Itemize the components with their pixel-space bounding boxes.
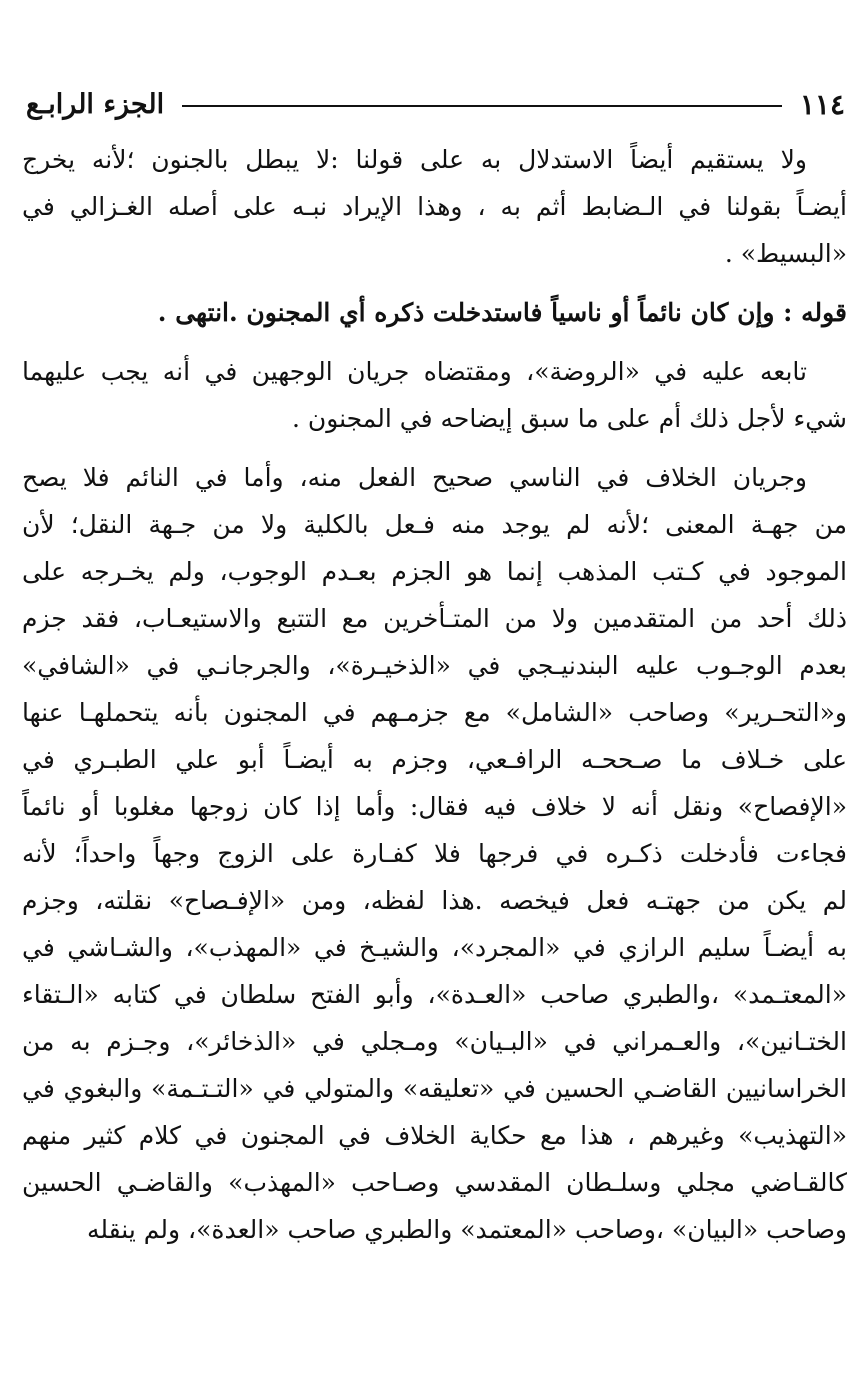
body-paragraph (22, 348, 847, 442)
paragraph-gap (22, 277, 847, 289)
text-line: الخراسانيين القاضـي الحسين في «تعليقه» والمتولي في «التـتـمة» والبغوي في (22, 1074, 847, 1103)
text-line: «التهذيب» وغيرهم ، هذا مع حكاية الخلاف في المجنون في كلام كثير منهم (22, 1121, 847, 1150)
body-paragraph (22, 454, 847, 1253)
text-line: ولا يستقيم أيضاً الاستدلال به على قولنا :لا يبطل بالجنون ؛لأنه يخرج (22, 145, 807, 174)
text-line: الختـانين»، والعـمراني في «البـيان» ومـجلي في «الذخائر»، وجـزم به من (22, 1027, 847, 1056)
text-line: الموجود في كـتب المذهب إنما هو الجزم بعـدم الوجوب، ولم يخـرجه على (22, 557, 847, 586)
text-line: وصاحب «البيان» ،وصاحب «المعتمد» والطبري صاحب «العدة»، ولم ينقله (86, 1215, 847, 1244)
text-line: و«التحـرير» وصاحب «الشامل» مع جزمـهم في المجنون بأنه يتحملهـا عنها (22, 698, 847, 727)
page-header (26, 84, 845, 124)
header-rule (182, 105, 782, 107)
text-line: «البسيط» . (724, 239, 847, 268)
text-line: وجريان الخلاف في الناسي صحيح الفعل منه، وأما في النائم فلا يصح (22, 463, 807, 492)
page-body (22, 136, 847, 1253)
text-line: تابعه عليه في «الروضة»، ومقتضاه جريان الوجهين في أنه يجب عليهما (22, 357, 807, 386)
text-line: فجاءت فأدخلت ذكـره في فرجها فلا كفـارة على الزوج وجهاً واحداً؛ لأنه (22, 839, 847, 868)
page-number: ١١٤ (799, 87, 845, 121)
text-line: شيء لأجل ذلك أم على ما سبق إيضاحه في المجنون . (291, 404, 847, 433)
text-line: «المعتـمد» ،والطبري صاحب «العـدة»، وأبو الفتح سلطان في كتابه «الـتقاء (22, 980, 847, 1009)
text-line: كالقـاضي مجلي وسلـطان المقدسي وصـاحب «المهذب» والقاضـي الحسين (22, 1168, 847, 1197)
running-title: الجزء الرابـع (26, 88, 165, 120)
text-line: لم يكن من جهتـه فعل فيخصه .هذا لفظه، ومن «الإفـصاح» نقلته، وجزم (22, 886, 847, 915)
text-line: ذلك أحد من المتقدمين ولا من المتـأخرين مع التتبع والاستيعـاب، فقد جزم (22, 604, 847, 633)
text-line: قوله : وإن كان نائماً أو ناسياً فاستدخلت ذكره أي المجنون .انتهى . (157, 298, 847, 327)
paragraph-gap (22, 442, 847, 454)
paragraph-gap (22, 336, 847, 348)
text-line: أيضـاً بقولنا في الـضابط أثم به ، وهذا الإيراد نبـه على أصله الغـزالي في (22, 192, 847, 221)
text-line: به أيضـاً سليم الرازي في «المجرد»، والشيـخ في «المهذب»، والشـاشي في (22, 933, 847, 962)
text-line: بعدم الوجـوب عليه البندنيـجي في «الذخيـرة»، والجرجانـي في «الشافي» (22, 651, 847, 680)
quoted-heading-paragraph (22, 289, 847, 336)
text-line: على خـلاف ما صـححـه الرافـعي، وجزم به أيضـاً أبو علي الطبـري في (22, 745, 847, 774)
text-line: من جهـة المعنى ؛لأنه لم يوجد منه فـعل بالكلية ولا من جـهة النقل؛ لأن (22, 510, 847, 539)
text-line: «الإفصاح» ونقل أنه لا خلاف فيه فقال: وأما إذا كان زوجها مغلوبا أو نائماً (22, 792, 847, 821)
body-paragraph (22, 136, 847, 277)
